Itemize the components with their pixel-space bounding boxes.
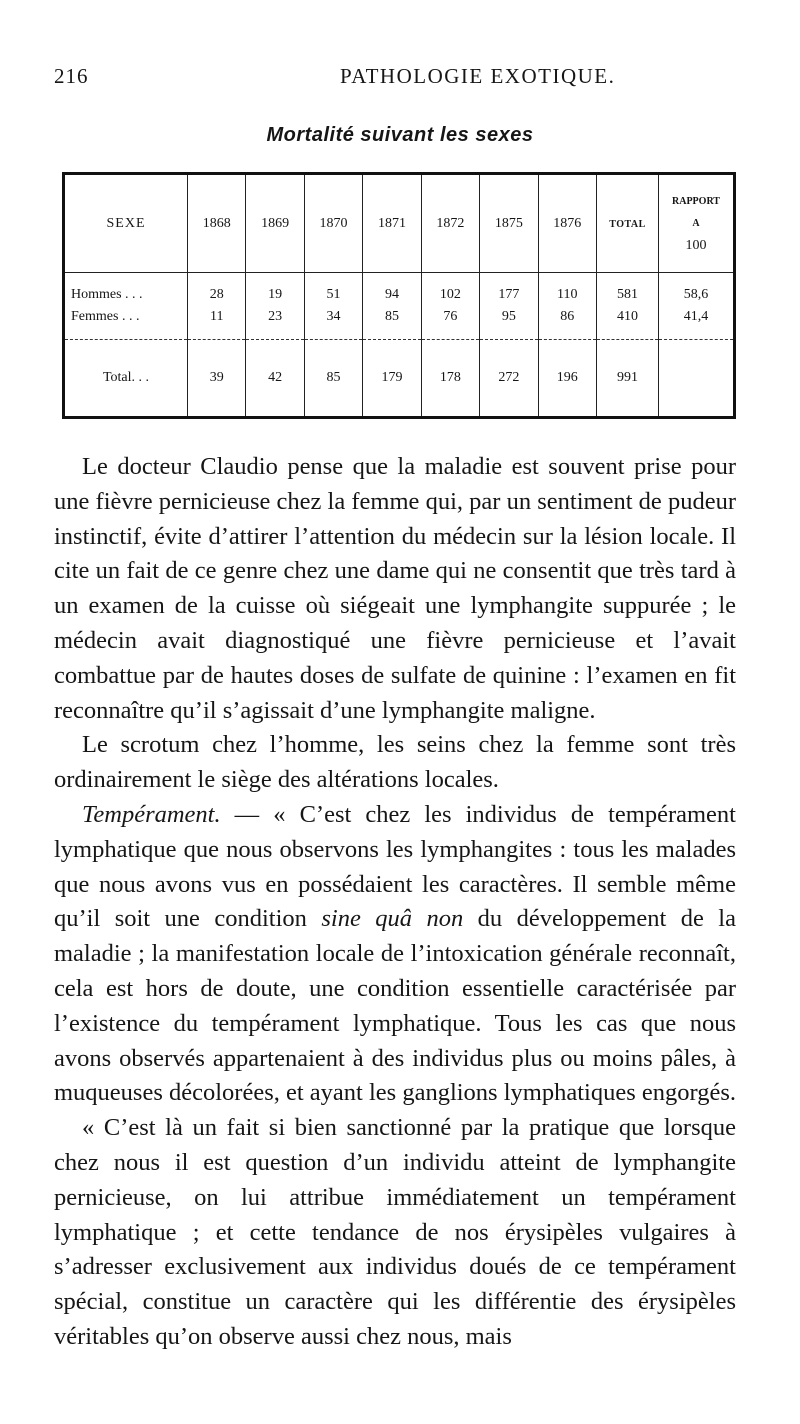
header-year: 1868 [188,174,246,273]
year-cell: 110 86 [538,273,596,340]
year-cell: 272 [480,340,538,418]
page-number: 216 [54,64,89,88]
mortality-table [62,172,736,419]
row-labels: Hommes . . . Femmes . . . [64,273,188,340]
total-cell: 991 [597,340,659,418]
year-cell: 19 23 [246,273,304,340]
page-header [54,64,744,94]
total-label: Total. . . [64,340,188,418]
rapport-cell: 58,6 41,4 [659,273,735,340]
year-cell: 28 11 [188,273,246,340]
table-header-row [64,174,735,273]
section-heading: Tempérament. [82,800,221,828]
paragraph: Le docteur Claudio pense que la maladie est souvent prise pour une fièvre pernicieuse chez la femme qui, par un sentiment de pudeur instinctif, évite d’attirer l’attention du médecin sur la lésion locale. Il cite un fait de ce genre chez une dame qui ne consentit que très tard à un examen de la cuisse où siégeait une lymphangite suppurée ; le médecin avait diagnostiqué une fièvre pernicieuse et l’avait combattue par de hautes doses de sulfate de quinine : l’examen en fit reconnaître qu’il s’agissait d’une lymphangite maligne. [54,453,736,724]
year-cell: 179 [363,340,421,418]
header-year: 1875 [480,174,538,273]
year-cell: 42 [246,340,304,418]
year-cell: 94 85 [363,273,421,340]
rapport-cell [659,340,735,418]
header-year: 1869 [246,174,304,273]
year-cell: 177 95 [480,273,538,340]
paragraph: Le scrotum chez l’homme, les seins chez la femme sont très ordinairement le siège des altérations locales. [54,731,736,794]
paragraph: Tempérament. — « C’est chez les individus de tempérament lymphatique que nous observons les lymphangites : tous les malades que nous avons vus en possédaient les caractères. Il semble même qu’il soit une condition sine quâ non du développement de la maladie ; la manifestation locale de l’intoxication générale reconnaît, cela est hors de doute, une condition essentielle caractérisée par l’existence du tempérament lymphatique. Tous les cas que nous avons observés appartenaient à des individus plus ou moins pâles, à muqueuses décolorées, et ayant les ganglions lymphatiques engorgés. [54,800,736,1107]
year-cell: 39 [188,340,246,418]
header-sexe: SEXE [64,174,188,273]
header-rapport: RAPPORT A 100 [659,174,735,273]
paragraph: « C’est là un fait si bien sanctionné par la pratique que lorsque chez nous il est question d’un individu atteint de lymphangite pernicieuse, on lui attribue immédiatement un tempérament lymphatique ; et cette tendance de nos érysipèles vulgaires à s’adresser exclusivement aux individus doués de ce tempérament spécial, constitue un caractère qui les différentie des érysipèles véritables qu’on observe aussi chez nous, mais [54,1114,736,1350]
header-year: 1871 [363,174,421,273]
total-cell: 581 410 [597,273,659,340]
running-title: PATHOLOGIE EXOTIQUE. [340,64,616,88]
year-cell: 196 [538,340,596,418]
year-cell: 85 [304,340,362,418]
latin-phrase: sine quâ non [321,905,464,933]
body-text [54,450,736,1355]
table-title: Mortalité suivant les sexes [266,124,534,146]
table-row [64,273,735,340]
header-total: TOTAL [597,174,659,273]
year-cell: 51 34 [304,273,362,340]
header-year: 1876 [538,174,596,273]
year-cell: 102 76 [421,273,479,340]
header-year: 1870 [304,174,362,273]
table-total-row [64,340,735,418]
year-cell: 178 [421,340,479,418]
header-year: 1872 [421,174,479,273]
